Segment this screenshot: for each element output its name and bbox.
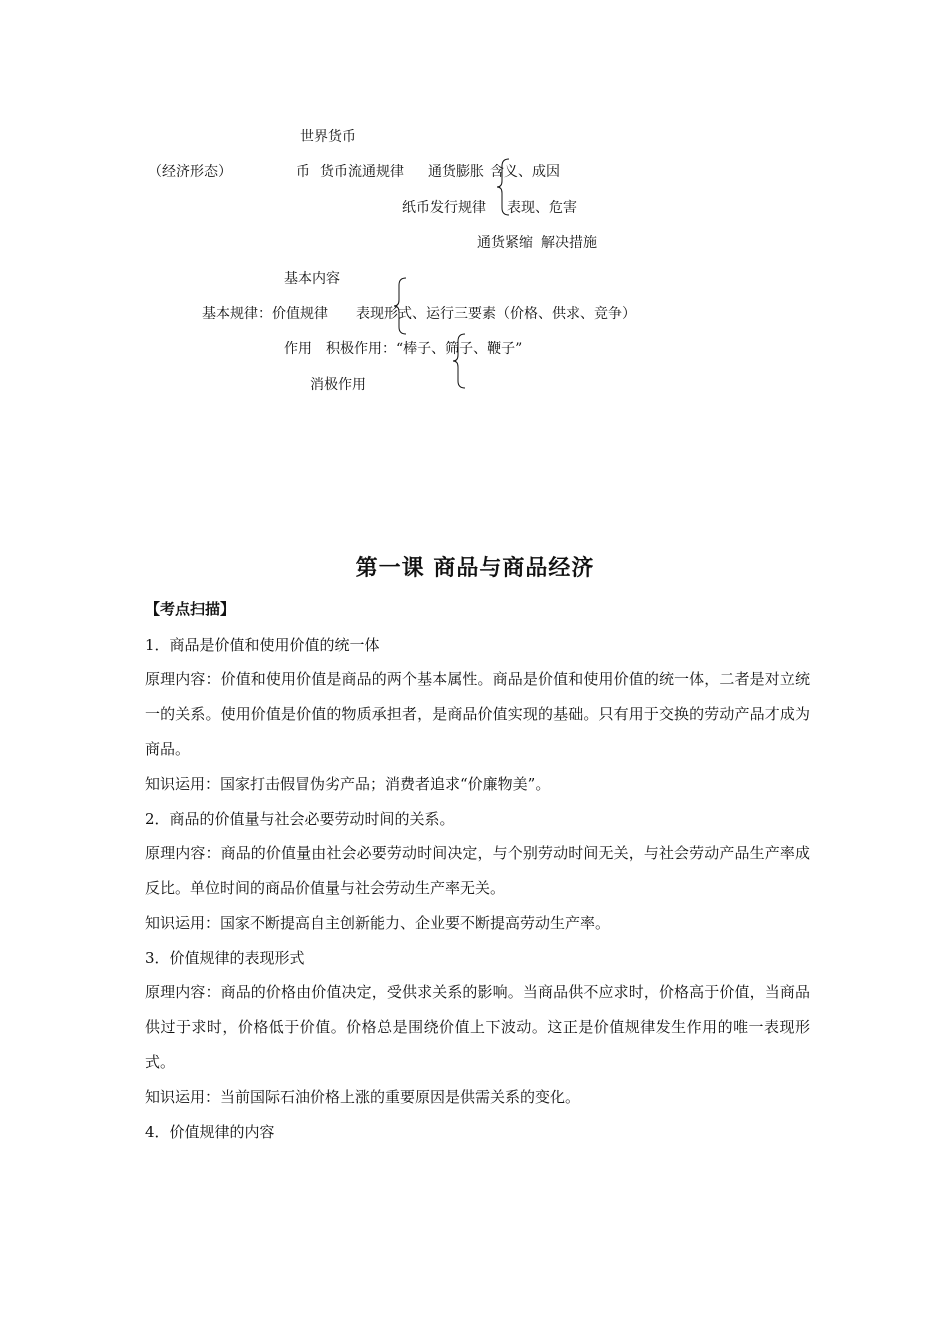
paper-money-law-label: 纸币发行规律 — [402, 200, 486, 216]
manifestation-label: 表现形式、运行三要素（价格、供求、竞争） — [356, 306, 636, 322]
point-heading: 4．价值规律的内容 — [145, 1123, 275, 1141]
point-heading: 3．价值规律的表现形式 — [145, 949, 305, 967]
point-heading: 1．商品是价值和使用价值的统一体 — [145, 636, 380, 654]
inflation-label: 通货膨胀 — [428, 164, 484, 180]
section-heading: 【考点扫描】 — [145, 600, 236, 618]
deflation-label: 通货紧缩 — [477, 235, 533, 251]
principle-paragraph: 原理内容：商品的价值量由社会必要劳动时间决定，与个别劳动时间无关，与社会劳动产品生产率成反比。单位时间的商品价值量与社会劳动生产率无关。 — [145, 844, 810, 897]
inflation-brace — [495, 157, 515, 217]
economic-form-label: （经济形态） — [148, 164, 232, 180]
solutions-label: 解决措施 — [541, 235, 597, 251]
knowledge-point — [145, 1122, 810, 1142]
application-line: 知识运用：当前国际石油价格上涨的重要原因是供需关系的变化。 — [145, 1088, 581, 1106]
manifestation-harm-label: 表现、危害 — [507, 200, 577, 216]
positive-effect-label: 积极作用：“棒子、筛子、鞭子” — [326, 341, 523, 357]
value-law-brace — [392, 276, 412, 336]
negative-effect-label: 消极作用 — [310, 377, 366, 393]
knowledge-point — [145, 635, 810, 794]
basic-law-label: 基本规律：价值规律 — [202, 306, 328, 322]
point-heading: 2．商品的价值量与社会必要劳动时间的关系。 — [145, 810, 455, 828]
knowledge-point — [145, 809, 810, 933]
world-currency-label: 世界货币 — [300, 129, 356, 145]
lesson-title: 第一课 商品与商品经济 — [355, 555, 595, 581]
application-line: 知识运用：国家打击假冒伪劣产品；消费者追求“价廉物美”。 — [145, 775, 551, 793]
knowledge-point — [145, 948, 810, 1107]
principle-paragraph: 原理内容：商品的价格由价值决定，受供求关系的影响。当商品供不应求时，价格高于价值，当商品供过于求时，价格低于价值。价格总是围绕价值上下波动。这正是价值规律发生作用的唯一表现形式。 — [145, 983, 810, 1071]
circulation-law-label: 货币流通规律 — [320, 164, 404, 180]
basic-content-label: 基本内容 — [284, 271, 340, 287]
meaning-cause-label: 含义、成因 — [490, 164, 560, 180]
function-brace — [451, 332, 471, 390]
principle-paragraph: 原理内容：价值和使用价值是商品的两个基本属性。商品是价值和使用价值的统一体，二者是对立统一的关系。使用价值是价值的物质承担者，是商品价值实现的基础。只有用于交换的劳动产品才成为商品。 — [145, 670, 810, 758]
application-line: 知识运用：国家不断提高自主创新能力、企业要不断提高劳动生产率。 — [145, 914, 611, 932]
lesson-body — [145, 635, 810, 1157]
currency-label: 币 — [296, 164, 310, 180]
function-label: 作用 — [284, 341, 312, 357]
